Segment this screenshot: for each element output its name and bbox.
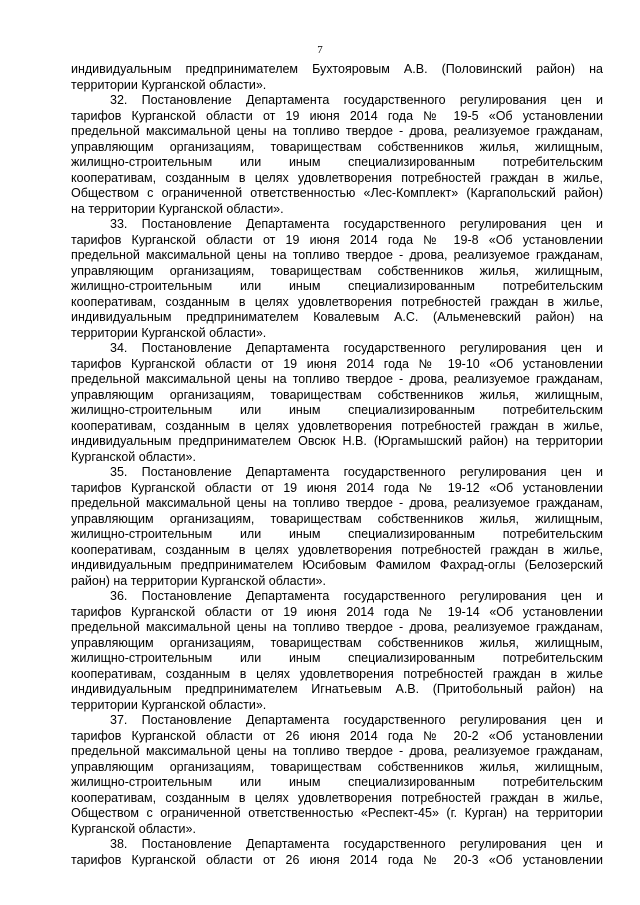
text-line: жилищно-строительным или иным специализированным потребительским (71, 155, 603, 169)
text-line: индивидуальным предпринимателем Игнатьевым А.В. (Притобольный район) на (71, 682, 603, 696)
text-line: кооперативам, созданным в целях удовлетворения потребностей граждан в жилье, (71, 542, 603, 557)
text-line: жилищно-строительным или иным специализированным потребительским (71, 651, 603, 665)
text-line: 32. Постановление Департамента государственного регулирования цен и (110, 93, 603, 107)
text-line: 36. Постановление Департамента государственного регулирования цен и (110, 589, 603, 603)
text-line: управляющим организациям, товариществам собственников жилья, жилищным, (71, 139, 603, 154)
text-line: предельной максимальной цены на топливо твердое - дрова, реализуемое гражданам, (71, 248, 603, 262)
text-line: Курганской области». (71, 449, 196, 464)
text-line: на территории Курганской области». (71, 201, 284, 216)
text-line: жилищно-строительным или иным специализированным потребительским (71, 279, 603, 293)
text-line: кооперативам, созданным в целях удовлетворения потребностей граждан в жилье (71, 666, 603, 681)
text-line: жилищно-строительным или иным специализированным потребительским (71, 527, 603, 541)
text-line: Обществом с ограниченной ответственностью «Респект-45» (г. Курган) на территории (71, 806, 603, 820)
text-line: кооперативам, созданным в целях удовлетворения потребностей граждан в жилье, (71, 170, 603, 185)
text-line: тарифов Курганской области от 19 июня 2014 года № 19-8 «Об установлении (71, 232, 603, 247)
text-line: тарифов Курганской области от 19 июня 2014 года № 19-10 «Об установлении (71, 356, 603, 371)
text-line: жилищно-строительным или иным специализированным потребительским (71, 775, 603, 789)
text-line: 38. Постановление Департамента государственного регулирования цен и (110, 837, 603, 851)
text-line: район) на территории Курганской области». (71, 573, 326, 588)
text-line: 34. Постановление Департамента государственного регулирования цен и (110, 341, 603, 355)
text-line: территории Курганской области». (71, 77, 267, 92)
text-line: тарифов Курганской области от 19 июня 2014 года № 19-5 «Об установлении (71, 108, 603, 123)
text-line: управляющим организациям, товариществам собственников жилья, жилищным, (71, 759, 603, 774)
text-line: предельной максимальной цены на топливо твердое - дрова, реализуемое гражданам, (71, 372, 603, 386)
text-line: 33. Постановление Департамента государственного регулирования цен и (110, 217, 603, 231)
text-line: тарифов Курганской области от 26 июня 2014 года № 20-3 «Об установлении (71, 852, 603, 867)
text-line: кооперативам, созданным в целях удовлетворения потребностей граждан в жилье, (71, 418, 603, 433)
text-line: Обществом с ограниченной ответственностью «Лес-Комплект» (Каргапольский район) (71, 186, 603, 200)
text-line: жилищно-строительным или иным специализированным потребительским (71, 403, 603, 417)
text-line: предельной максимальной цены на топливо твердое - дрова, реализуемое гражданам, (71, 124, 603, 138)
text-line: индивидуальным предпринимателем Овсюк Н.В. (Юргамышский район) на территории (71, 434, 603, 448)
text-line: индивидуальным предпринимателем Юсибовым Фамилом Фахрад-оглы (Белозерский (71, 558, 603, 572)
text-line: территории Курганской области». (71, 697, 267, 712)
text-line: управляющим организациям, товариществам собственников жилья, жилищным, (71, 635, 603, 650)
text-line: предельной максимальной цены на топливо твердое - дрова, реализуемое гражданам, (71, 744, 603, 758)
text-line: тарифов Курганской области от 19 июня 2014 года № 19-14 «Об установлении (71, 604, 603, 619)
text-line: управляющим организациям, товариществам собственников жилья, жилищным, (71, 387, 603, 402)
text-line: Курганской области». (71, 821, 196, 836)
text-line: кооперативам, созданным в целях удовлетворения потребностей граждан в жилье, (71, 294, 603, 309)
text-line: кооперативам, созданным в целях удовлетворения потребностей граждан в жилье, (71, 790, 603, 805)
document-body (71, 62, 603, 868)
page-number: 7 (317, 44, 323, 56)
text-line: территории Курганской области». (71, 325, 267, 340)
text-line: тарифов Курганской области от 19 июня 2014 года № 19-12 «Об установлении (71, 480, 603, 495)
text-line: индивидуальным предпринимателем Бухтояровым А.В. (Половинский район) на (71, 62, 603, 76)
text-line: 37. Постановление Департамента государственного регулирования цен и (110, 713, 603, 727)
text-line: предельной максимальной цены на топливо твердое - дрова, реализуемое гражданам, (71, 496, 603, 510)
text-line: управляющим организациям, товариществам собственников жилья, жилищным, (71, 263, 603, 278)
text-line: 35. Постановление Департамента государственного регулирования цен и (110, 465, 603, 479)
text-line: тарифов Курганской области от 26 июня 2014 года № 20-2 «Об установлении (71, 728, 603, 743)
text-line: индивидуальным предпринимателем Ковалевым А.С. (Альменевский район) на (71, 310, 603, 324)
text-line: предельной максимальной цены на топливо твердое - дрова, реализуемое гражданам, (71, 620, 603, 634)
text-line: управляющим организациям, товариществам собственников жилья, жилищным, (71, 511, 603, 526)
